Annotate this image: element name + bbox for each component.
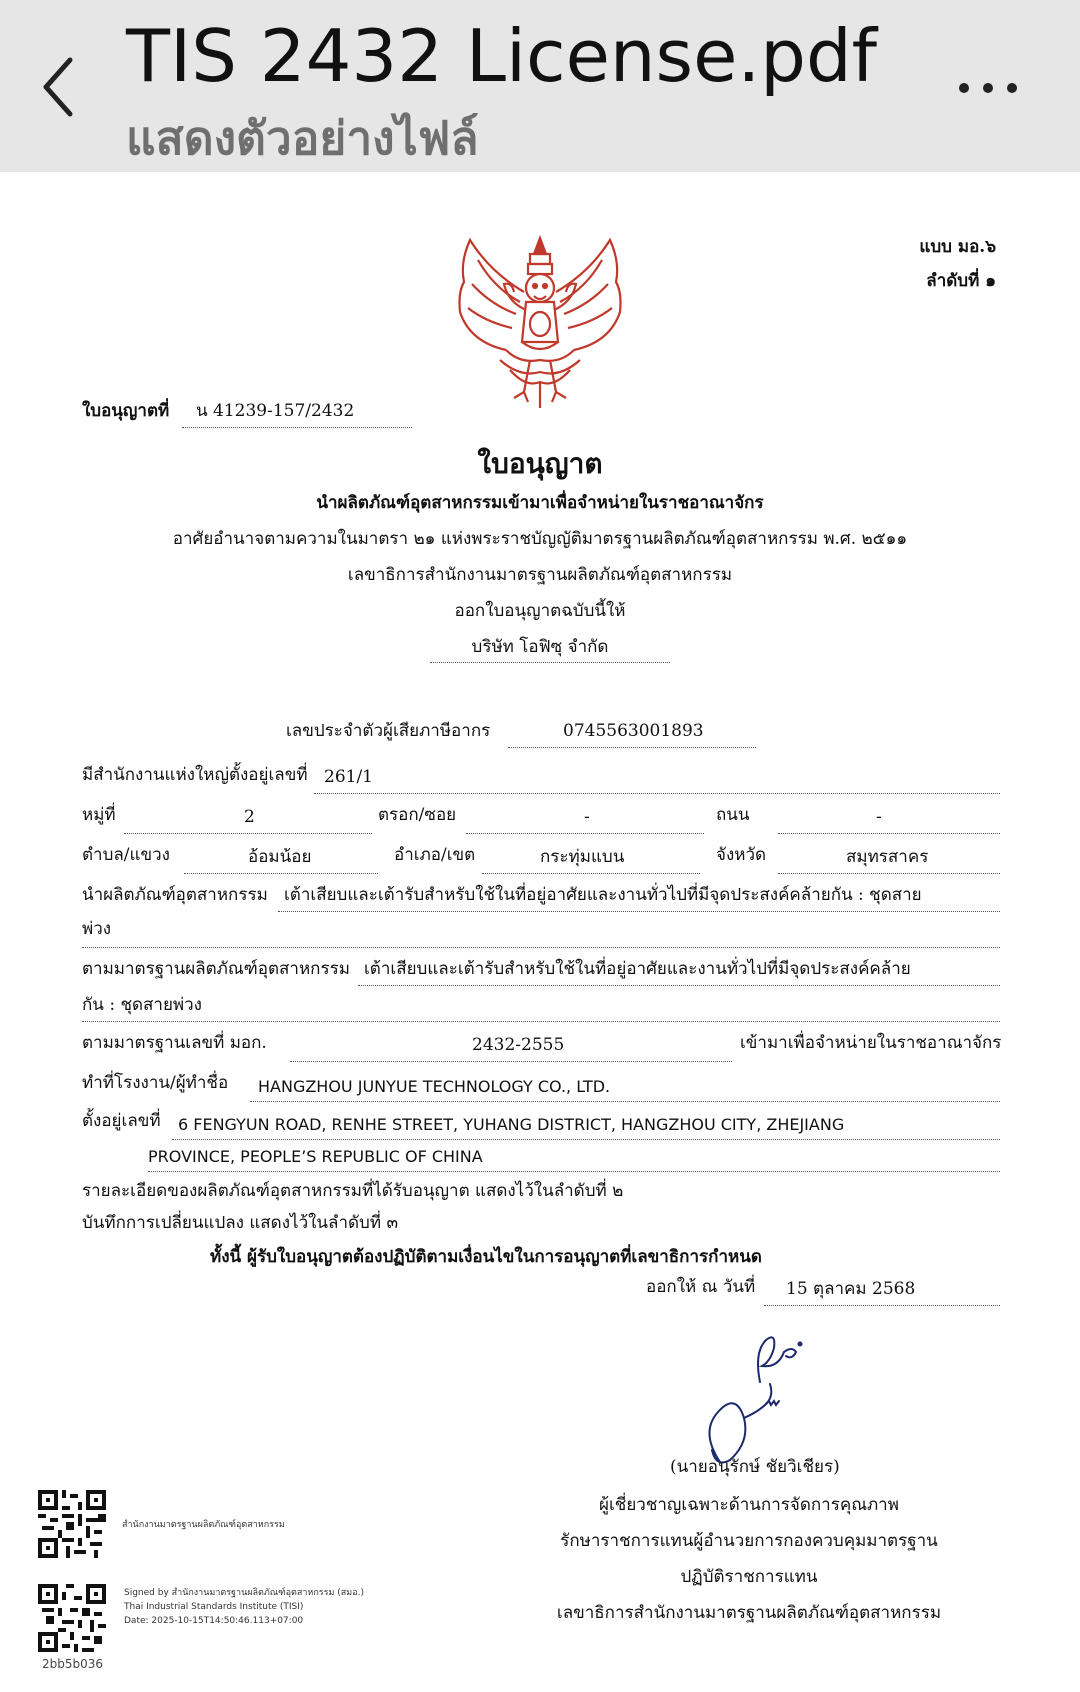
province-value: สมุทรสาคร [846, 847, 929, 867]
tax-id-value: 0745563001893 [563, 721, 704, 741]
address-line-1: 6 FENGYUN ROAD, RENHE STREET, YUHANG DISTRICT, HANGZHOU CITY, ZHEJIANG [178, 1115, 845, 1134]
signer-name: (นายอนุรักษ์ ชัยวิเชียร) [670, 1457, 840, 1477]
road-value: - [876, 807, 882, 827]
change-line: บันทึกการเปลี่ยนแปลง แสดงไว้ในลำดับที่ ๓ [82, 1213, 399, 1233]
address-line-2: PROVINCE, PEOPLE’S REPUBLIC OF CHINA [148, 1147, 483, 1166]
import-tail-text: เข้ามาเพื่อจำหน่ายในราชอาณาจักร [740, 1033, 1002, 1053]
document-subtitle: นำผลิตภัณฑ์อุตสาหกรรมเข้ามาเพื่อจำหน่ายในราชอาณาจักร [316, 493, 764, 513]
signer-title-4: เลขาธิการสำนักงานมาตรฐานผลิตภัณฑ์อุตสาหกรรม [556, 1603, 942, 1623]
product-line-2: พ่วง [82, 919, 112, 939]
document-title: ใบอนุญาต [477, 447, 603, 480]
address-underline-1 [172, 1139, 1000, 1140]
product-underline-1 [278, 911, 1000, 912]
sequence-number: ลำดับที่ ๑ [926, 271, 996, 291]
soi-label: ตรอก/ซอย [378, 805, 457, 825]
app-header [0, 0, 1080, 172]
form-code: แบบ มอ.๖ [919, 237, 996, 257]
address-underline-2 [148, 1171, 1000, 1172]
qr-caption: สำนักงานมาตรฐานผลิตภัณฑ์อุตสาหกรรม [122, 1520, 285, 1530]
product-line-1: เต้าเสียบและเต้ารับสำหรับใช้ในที่อยู่อาศัยและงานทั่วไปที่มีจุดประสงค์คล้ายกัน : ชุดสาย [284, 885, 922, 905]
issue-date-underline [764, 1305, 1000, 1306]
tambon-underline [184, 873, 378, 874]
handwritten-signature [700, 1322, 820, 1472]
road-label: ถนน [716, 805, 750, 825]
soi-value: - [584, 807, 590, 827]
signed-by: Signed by สำนักงานมาตรฐานผลิตภัณฑ์อุตสาหกรรม (สมอ.) [124, 1588, 364, 1598]
license-number-underline [182, 427, 412, 428]
license-document [0, 172, 1080, 1692]
qr-code-id: 2bb5b036 [42, 1657, 104, 1671]
soi-underline [466, 833, 704, 834]
product-underline-2 [82, 947, 1000, 948]
factory-name: HANGZHOU JUNYUE TECHNOLOGY CO., LTD. [258, 1077, 611, 1096]
tis-number-underline [290, 1061, 732, 1062]
hq-label: มีสำนักงานแห่งใหญ่ตั้งอยู่เลขที่ [82, 765, 308, 785]
file-preview-subtitle: แสดงตัวอย่างไฟล์ [126, 111, 479, 165]
issue-line: ออกใบอนุญาตฉบับนี้ให้ [454, 601, 626, 621]
issue-date: 15 ตุลาคม 2568 [786, 1279, 916, 1299]
secretary-line: เลขาธิการสำนักงานมาตรฐานผลิตภัณฑ์อุตสาหกรรม [347, 565, 733, 585]
moo-underline [124, 833, 372, 834]
tambon-value: อ้อมน้อย [248, 847, 312, 867]
tax-id-underline [508, 747, 756, 748]
signed-date: Date: 2025-10-15T14:50:46.113+07:00 [124, 1616, 304, 1626]
more-horizontal-icon [954, 68, 1024, 108]
tis-number-label: ตามมาตรฐานเลขที่ มอก. [82, 1033, 267, 1053]
tax-id-label: เลขประจำตัวผู้เสียภาษีอากร [286, 721, 491, 741]
standard-label: ตามมาตรฐานผลิตภัณฑ์อุตสาหกรรม [82, 959, 350, 979]
company-name: บริษัท โอฟิซุ จำกัด [471, 637, 609, 657]
amphoe-value: กระทุ่มแบน [540, 847, 625, 867]
province-underline [778, 873, 1000, 874]
factory-underline [250, 1101, 1000, 1102]
signer-title-2: รักษาราชการแทนผู้อำนวยการกองควบคุมมาตรฐาน [560, 1531, 938, 1551]
amphoe-label: อำเภอ/เขต [394, 845, 476, 865]
tambon-label: ตำบล/แขวง [82, 845, 170, 865]
back-button[interactable] [40, 52, 88, 122]
condition-line: ทั้งนี้ ผู้รับใบอนุญาตต้องปฏิบัติตามเงื่อนไขในการอนุญาตที่เลขาธิการกำหนด [210, 1247, 762, 1267]
more-options-button[interactable] [954, 68, 1024, 108]
hq-underline [314, 793, 1000, 794]
signed-org: Thai Industrial Standards Institute (TISI) [124, 1602, 304, 1612]
moo-value: 2 [244, 807, 255, 827]
verification-qr-icon[interactable] [38, 1584, 106, 1652]
province-label: จังหวัด [716, 845, 767, 865]
detail-line: รายละเอียดของผลิตภัณฑ์อุตสาหกรรมที่ได้รับอนุญาต แสดงไว้ในลำดับที่ ๒ [82, 1181, 624, 1201]
amphoe-underline [482, 873, 700, 874]
authority-line: อาศัยอำนาจตามความในมาตรา ๒๑ แห่งพระราชบัญญัติมาตรฐานผลิตภัณฑ์อุตสาหกรรม พ.ศ. ๒๕๑๑ [172, 529, 908, 549]
address-label: ตั้งอยู่เลขที่ [82, 1111, 161, 1131]
file-title: TIS 2432 License.pdf [126, 14, 878, 98]
product-label: นำผลิตภัณฑ์อุตสาหกรรม [82, 885, 268, 905]
factory-label: ทำที่โรงงาน/ผู้ทำชื่อ [82, 1073, 229, 1093]
issue-date-label: ออกให้ ณ วันที่ [646, 1277, 756, 1297]
signer-title-3: ปฏิบัติราชการแทน [680, 1567, 818, 1587]
chevron-left-icon [40, 52, 88, 122]
standard-underline-1 [358, 985, 1000, 986]
standard-line-2: กัน : ชุดสายพ่วง [82, 995, 202, 1015]
qr-code-icon[interactable] [38, 1490, 106, 1558]
hq-number: 261/1 [324, 767, 373, 787]
signer-title-1: ผู้เชี่ยวชาญเฉพาะด้านการจัดการคุณภาพ [599, 1495, 899, 1515]
garuda-emblem [450, 232, 630, 414]
moo-label: หมู่ที่ [82, 805, 116, 825]
standard-line-1: เต้าเสียบและเต้ารับสำหรับใช้ในที่อยู่อาศัยและงานทั่วไปที่มีจุดประสงค์คล้าย [364, 959, 911, 979]
company-underline [430, 662, 670, 663]
license-number-label: ใบอนุญาตที่ [82, 401, 170, 421]
tis-number: 2432-2555 [472, 1035, 565, 1055]
road-underline [778, 833, 1000, 834]
standard-underline-2 [82, 1021, 1000, 1022]
license-number: น 41239-157/2432 [196, 401, 355, 421]
